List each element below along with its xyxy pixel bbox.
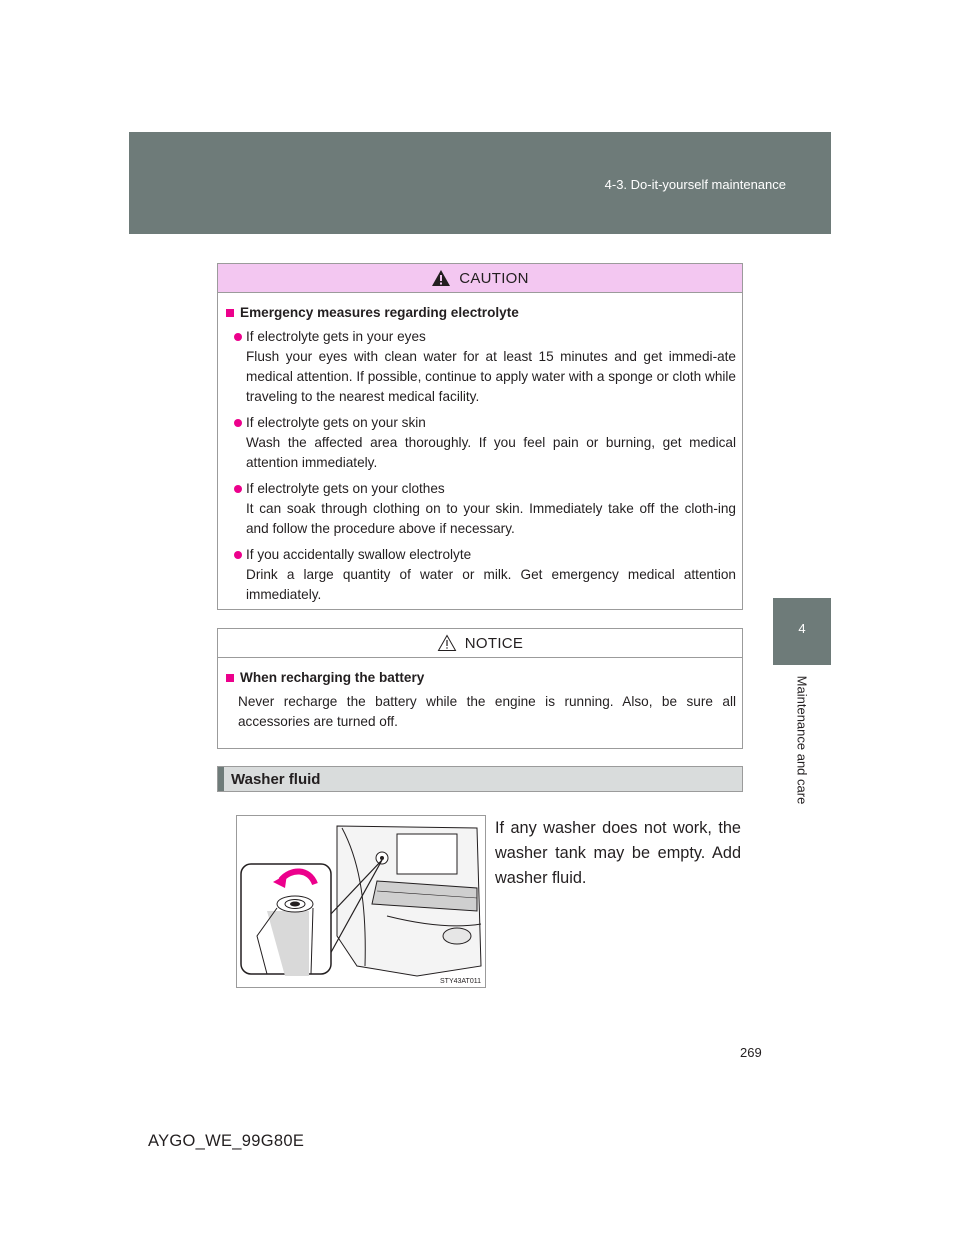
header-band [129, 132, 831, 234]
item-text: It can soak through clothing on to your skin. Immediately take off the cloth-ing and follow the procedure above if necessary. [246, 501, 736, 536]
notice-body [218, 658, 742, 732]
item-text: Wash the affected area thoroughly. If you feel pain or burning, get medical attention immediately. [246, 435, 736, 470]
notice-text: Never recharge the battery while the engine is running. Also, be sure all accessories are turned off. [238, 694, 736, 729]
section-header: 4-3. Do-it-yourself maintenance [604, 177, 786, 192]
notice-section-title: When recharging the battery [226, 668, 736, 688]
washer-section-title: Washer fluid [217, 766, 743, 792]
washer-text: If any washer does not work, the washer tank may be empty. Add washer fluid. [495, 819, 741, 887]
engine-bay-illustration [237, 816, 485, 987]
list-item [226, 479, 736, 539]
list-item [226, 327, 736, 407]
chapter-number: 4 [798, 621, 806, 636]
document-code: AYGO_WE_99G80E [148, 1132, 305, 1150]
caution-box [217, 263, 743, 610]
caution-body [218, 293, 742, 605]
notice-box [217, 628, 743, 749]
item-text: Flush your eyes with clean water for at least 15 minutes and get immedi-ate medical attention. If possible, continue to apply water with a sponge or cloth while traveling to the nearest medical facility. [246, 349, 736, 404]
warning-icon [431, 269, 451, 287]
bullet-icon [234, 551, 242, 559]
side-tab-spacer [773, 234, 831, 598]
notice-heading: NOTICE [464, 634, 524, 652]
bullet-icon [234, 333, 242, 341]
item-title: If electrolyte gets on your skin [246, 415, 426, 430]
caution-header [218, 264, 742, 293]
page-number: 269 [740, 1045, 762, 1060]
notice-warning-icon [437, 634, 457, 652]
item-title: If electrolyte gets in your eyes [246, 329, 426, 344]
item-title: If you accidentally swallow electrolyte [246, 547, 472, 562]
bullet-icon [234, 485, 242, 493]
washer-figure [236, 815, 486, 988]
list-item [226, 545, 736, 605]
chapter-tab [773, 598, 831, 665]
caution-heading: CAUTION [459, 269, 529, 287]
notice-header [218, 629, 742, 658]
list-item [226, 413, 736, 473]
item-title: If electrolyte gets on your clothes [246, 481, 445, 496]
section-accent [218, 767, 224, 791]
caution-section-title: Emergency measures regarding electrolyte [226, 303, 736, 323]
figure-code: STY43AT011 [440, 978, 481, 985]
item-text: Drink a large quantity of water or milk. Get emergency medical attention immediately. [246, 567, 736, 602]
square-bullet-icon [226, 309, 234, 317]
chapter-label: Maintenance and care [794, 675, 810, 805]
square-bullet-icon [226, 674, 234, 682]
bullet-icon [234, 419, 242, 427]
